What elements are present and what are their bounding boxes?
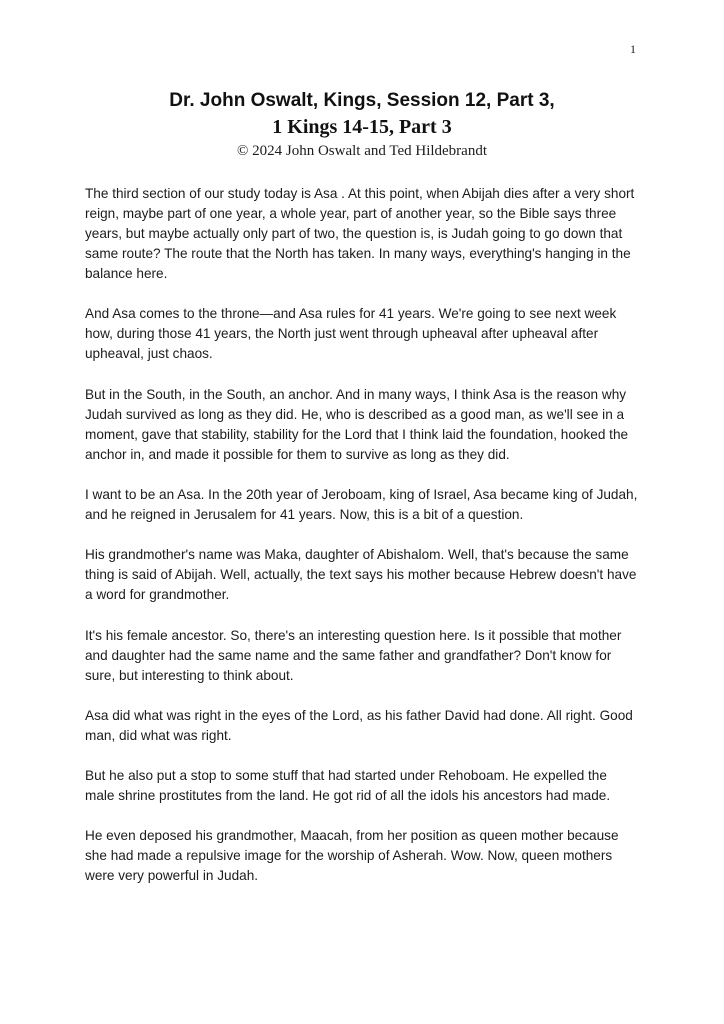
document-title-line1: Dr. John Oswalt, Kings, Session 12, Part 3, [169, 90, 555, 111]
title-block [0, 0, 724, 160]
paragraph: The third section of our study today is Asa . At this point, when Abijah dies after a very short reign, maybe part of one year, a whole year, part of another year, so the Bible says three years, but maybe actually only part of two, the question is, is Judah going to go down that same route? The route that the North has taken. In many ways, everything's hanging in the balance here. [85, 185, 635, 282]
document-body [85, 184, 639, 887]
paragraph: It's his female ancestor. So, there's an interesting question here. Is it possible that mother and daughter had the same name and the same father and grandfather? Don't know for sure, but interesting to think about. [85, 627, 622, 683]
paragraph: But in the South, in the South, an anchor. And in many ways, I think Asa is the reason why Judah survived as long as they did. He, who is described as a good man, as we'll see in a moment, gave that stability, stability for the Lord that I think laid the foundation, hooked the anchor in, and made it possible for them to survive as long as they did. [85, 386, 629, 462]
paragraph: His grandmother's name was Maka, daughter of Abishalom. Well, that's because the same thing is said of Abijah. Well, actually, the text says his mother because Hebrew doesn't have a word for grandmother. [85, 547, 637, 603]
document-title-line2: 1 Kings 14-15, Part 3 [272, 115, 452, 138]
paragraph: I want to be an Asa. In the 20th year of Jeroboam, king of Israel, Asa became king of Judah, and he reigned in Jerusalem for 41 years. Now, this is a bit of a question. [85, 486, 638, 523]
page-number: 1 [630, 42, 636, 56]
paragraph: Asa did what was right in the eyes of the Lord, as his father David had done. All right. Good man, did what was right. [85, 707, 633, 743]
paragraph: But he also put a stop to some stuff that had started under Rehoboam. He expelled the male shrine prostitutes from the land. He got rid of all the idols his ancestors had made. [85, 768, 611, 804]
paragraph: He even deposed his grandmother, Maacah, from her position as queen mother because she had made a repulsive image for the worship of Asherah. Wow. Now, queen mothers were very powerful in Judah. [85, 828, 619, 884]
copyright-line: © 2024 John Oswalt and Ted Hildebrandt [236, 142, 488, 159]
paragraph: And Asa comes to the throne—and Asa rules for 41 years. We're going to see next week how, during those 41 years, the North just went through upheaval after upheaval after upheaval, just chaos. [85, 306, 617, 362]
